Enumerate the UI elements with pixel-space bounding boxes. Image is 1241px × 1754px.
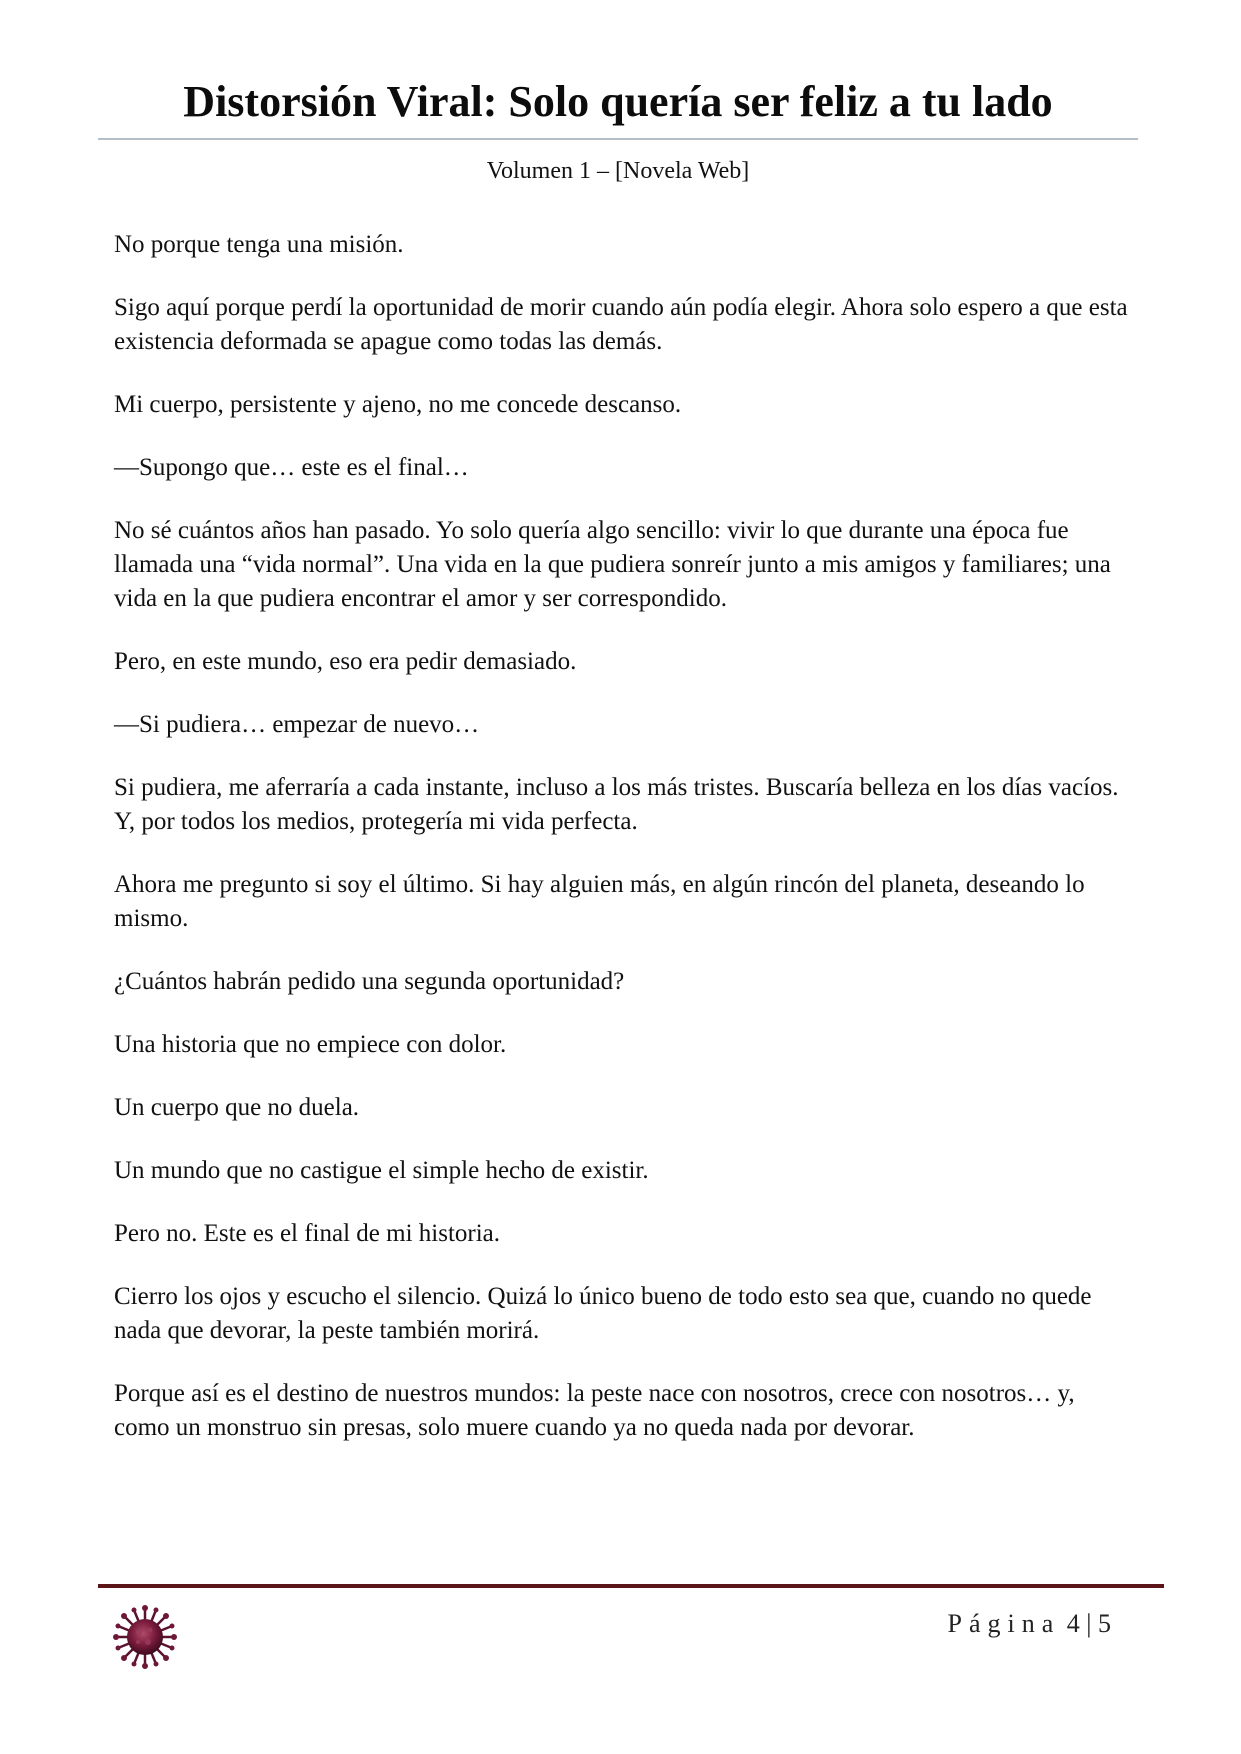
- paragraph: —Supongo que… este es el final…: [114, 454, 469, 481]
- paragraph: No sé cuántos años han pasado. Yo solo quería algo sencillo: vivir lo que durante una época fue llamada una “vida normal”. Una vida en la que pudiera sonreír junto a mis amigos y familiares; una vida en la que pudiera encontrar el amor y ser correspondido.: [114, 517, 1111, 612]
- paragraph: Sigo aquí porque perdí la oportunidad de morir cuando aún podía elegir. Ahora solo espero a que esta existencia deformada se apague como todas las demás.: [114, 294, 1128, 355]
- document-title: Distorsión Viral: Solo quería ser feliz a tu lado: [183, 77, 1053, 126]
- paragraph: Pero no. Este es el final de mi historia.: [114, 1220, 501, 1247]
- page-label: Página: [947, 1609, 1061, 1638]
- paragraph: —Si pudiera… empezar de nuevo…: [114, 711, 480, 738]
- paragraph: Una historia que no empiece con dolor.: [114, 1031, 507, 1058]
- paragraph: Porque así es el destino de nuestros mundos: la peste nace con nosotros, crece con nosotros… y, como un monstruo sin presas, solo muere cuando ya no queda nada por devorar.: [114, 1380, 1075, 1441]
- paragraph: Mi cuerpo, persistente y ajeno, no me concede descanso.: [114, 391, 682, 418]
- footer-divider: [98, 1584, 1164, 1588]
- paragraph: Cierro los ojos y escucho el silencio. Quizá lo único bueno de todo esto sea que, cuando no quede nada que devorar, la peste también morirá.: [114, 1283, 1092, 1344]
- paragraph: Si pudiera, me aferraría a cada instante, incluso a los más tristes. Buscaría belleza en los días vacíos. Y, por todos los medios, protegería mi vida perfecta.: [114, 774, 1119, 835]
- paragraph: Ahora me pregunto si soy el último. Si hay alguien más, en algún rincón del planeta, deseando lo mismo.: [114, 871, 1085, 932]
- title-divider: [98, 138, 1138, 140]
- document-subtitle: Volumen 1 – [Novela Web]: [486, 158, 750, 184]
- page-current: 4: [1066, 1609, 1080, 1638]
- paragraph: Un cuerpo que no duela.: [114, 1094, 360, 1121]
- page-number: [948, 1608, 1111, 1640]
- paragraph: No porque tenga una misión.: [114, 231, 404, 258]
- virus-icon: [112, 1604, 178, 1670]
- paragraph: Un mundo que no castigue el simple hecho de existir.: [114, 1157, 649, 1184]
- paragraph: Pero, en este mundo, eso era pedir demasiado.: [114, 648, 577, 675]
- page-total: 5: [1098, 1609, 1111, 1638]
- chapter-body: [114, 228, 1134, 1474]
- page-separator: |: [1086, 1609, 1092, 1638]
- paragraph: ¿Cuántos habrán pedido una segunda oportunidad?: [114, 968, 625, 995]
